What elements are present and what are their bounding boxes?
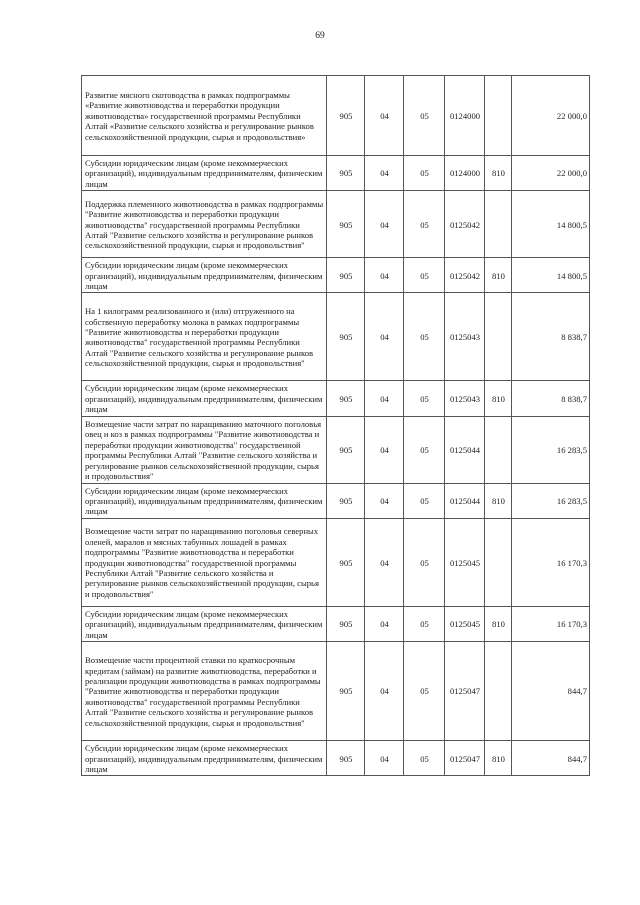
expense-type-code [485, 518, 512, 606]
ministry-code: 905 [327, 642, 365, 741]
target-article-code: 0125044 [445, 416, 485, 483]
target-article-code: 0125045 [445, 606, 485, 641]
section-code: 04 [365, 518, 404, 606]
target-article-code: 0125047 [445, 642, 485, 741]
amount: 14 800,5 [512, 258, 590, 293]
subsection-code: 05 [404, 606, 445, 641]
row-description: Возмещение части затрат по наращиванию поголовья северных оленей, маралов и мясных табунных лошадей в рамках подпрограммы "Развитие животноводства и переработки продукции животноводства" государственной программы Республики Алтай "Развитие сельского хозяйства и регулирование рынков сельскохозяйственной продукции, сырья и продовольствия" [82, 518, 327, 606]
target-article-code: 0125045 [445, 518, 485, 606]
row-description: Субсидии юридическим лицам (кроме некоммерческих организаций), индивидуальным предпринимателям, физическим лицам [82, 381, 327, 416]
row-description: Субсидии юридическим лицам (кроме некоммерческих организаций), индивидуальным предпринимателям, физическим лицам [82, 606, 327, 641]
table-row [82, 381, 590, 416]
subsection-code: 05 [404, 741, 445, 776]
amount: 16 170,3 [512, 606, 590, 641]
amount: 14 800,5 [512, 191, 590, 258]
ministry-code: 905 [327, 293, 365, 381]
section-code: 04 [365, 191, 404, 258]
ministry-code: 905 [327, 381, 365, 416]
row-description: На 1 килограмм реализованного и (или) отгруженного на собственную переработку молока в рамках подпрограммы "Развитие животноводства и переработки продукции животноводства" государственной программы Республики Алтай "Развитие сельского хозяйства и регулирование рынков сельскохозяйственной продукции, сырья и продовольствия" [82, 293, 327, 381]
subsection-code: 05 [404, 293, 445, 381]
ministry-code: 905 [327, 76, 365, 156]
expense-type-code: 810 [485, 483, 512, 518]
table-row [82, 741, 590, 776]
amount: 844,7 [512, 642, 590, 741]
row-description: Поддержка племенного животноводства в рамках подпрограммы "Развитие животноводства и переработки продукции животноводства" государственной программы Республики Алтай "Развитие сельского хозяйства и регулирование рынков сельскохозяйственной продукции, сырья и продовольствия" [82, 191, 327, 258]
section-code: 04 [365, 381, 404, 416]
amount: 8 838,7 [512, 381, 590, 416]
row-description: Развитие мясного скотоводства в рамках подпрограммы «Развитие животноводства и переработки продукции животноводства» государственной программы Республики Алтай «Развитие сельского хозяйства и регулирование рынков сельскохозяйственной продукции, сырья и продовольствия» [82, 76, 327, 156]
ministry-code: 905 [327, 606, 365, 641]
expense-type-code [485, 293, 512, 381]
subsection-code: 05 [404, 416, 445, 483]
table-row [82, 156, 590, 191]
target-article-code: 0125042 [445, 258, 485, 293]
expense-type-code: 810 [485, 381, 512, 416]
expense-type-code: 810 [485, 741, 512, 776]
budget-table-body [82, 76, 590, 776]
table-row [82, 416, 590, 483]
target-article-code: 0125044 [445, 483, 485, 518]
ministry-code: 905 [327, 416, 365, 483]
row-description: Субсидии юридическим лицам (кроме некоммерческих организаций), индивидуальным предпринимателям, физическим лицам [82, 483, 327, 518]
target-article-code: 0125043 [445, 293, 485, 381]
subsection-code: 05 [404, 381, 445, 416]
subsection-code: 05 [404, 258, 445, 293]
subsection-code: 05 [404, 518, 445, 606]
section-code: 04 [365, 606, 404, 641]
expense-type-code: 810 [485, 606, 512, 641]
amount: 8 838,7 [512, 293, 590, 381]
target-article-code: 0125043 [445, 381, 485, 416]
row-description: Субсидии юридическим лицам (кроме некоммерческих организаций), индивидуальным предпринимателям, физическим лицам [82, 741, 327, 776]
expense-type-code: 810 [485, 258, 512, 293]
table-row [82, 258, 590, 293]
row-description: Субсидии юридическим лицам (кроме некоммерческих организаций), индивидуальным предпринимателям, физическим лицам [82, 156, 327, 191]
expense-type-code: 810 [485, 156, 512, 191]
section-code: 04 [365, 156, 404, 191]
subsection-code: 05 [404, 642, 445, 741]
budget-table [81, 75, 590, 776]
section-code: 04 [365, 258, 404, 293]
row-description: Возмещение части процентной ставки по краткосрочным кредитам (займам) на развитие животноводства, переработки и реализации продукции животноводства в рамках подпрограммы "Развитие животноводства и переработки продукции животноводства" государственной программы Республики Алтай "Развитие сельского хозяйства и регулирование рынков сельскохозяйственной продукции, сырья и продовольствия" [82, 642, 327, 741]
expense-type-code [485, 416, 512, 483]
ministry-code: 905 [327, 258, 365, 293]
ministry-code: 905 [327, 483, 365, 518]
section-code: 04 [365, 741, 404, 776]
target-article-code: 0125047 [445, 741, 485, 776]
row-description: Субсидии юридическим лицам (кроме некоммерческих организаций), индивидуальным предпринимателям, физическим лицам [82, 258, 327, 293]
table-row [82, 642, 590, 741]
section-code: 04 [365, 416, 404, 483]
subsection-code: 05 [404, 191, 445, 258]
expense-type-code [485, 642, 512, 741]
expense-type-code [485, 191, 512, 258]
expense-type-code [485, 76, 512, 156]
subsection-code: 05 [404, 483, 445, 518]
section-code: 04 [365, 293, 404, 381]
table-row [82, 518, 590, 606]
section-code: 04 [365, 483, 404, 518]
amount: 16 170,3 [512, 518, 590, 606]
amount: 844,7 [512, 741, 590, 776]
ministry-code: 905 [327, 156, 365, 191]
table-row [82, 293, 590, 381]
subsection-code: 05 [404, 76, 445, 156]
amount: 22 000,0 [512, 76, 590, 156]
ministry-code: 905 [327, 741, 365, 776]
subsection-code: 05 [404, 156, 445, 191]
amount: 16 283,5 [512, 416, 590, 483]
section-code: 04 [365, 76, 404, 156]
target-article-code: 0124000 [445, 156, 485, 191]
target-article-code: 0125042 [445, 191, 485, 258]
table-row [82, 191, 590, 258]
page-number: 69 [315, 31, 325, 41]
table-row [82, 483, 590, 518]
ministry-code: 905 [327, 191, 365, 258]
row-description: Возмещение части затрат по наращиванию маточного поголовья овец и коз в рамках подпрограммы "Развитие животноводства и переработки продукции животноводства" государственной программы Республики Алтай "Развитие сельского хозяйства и регулирование рынков сельскохозяйственной продукции, сырья и продовольствия" [82, 416, 327, 483]
section-code: 04 [365, 642, 404, 741]
ministry-code: 905 [327, 518, 365, 606]
target-article-code: 0124000 [445, 76, 485, 156]
table-row [82, 76, 590, 156]
amount: 16 283,5 [512, 483, 590, 518]
table-row [82, 606, 590, 641]
amount: 22 000,0 [512, 156, 590, 191]
